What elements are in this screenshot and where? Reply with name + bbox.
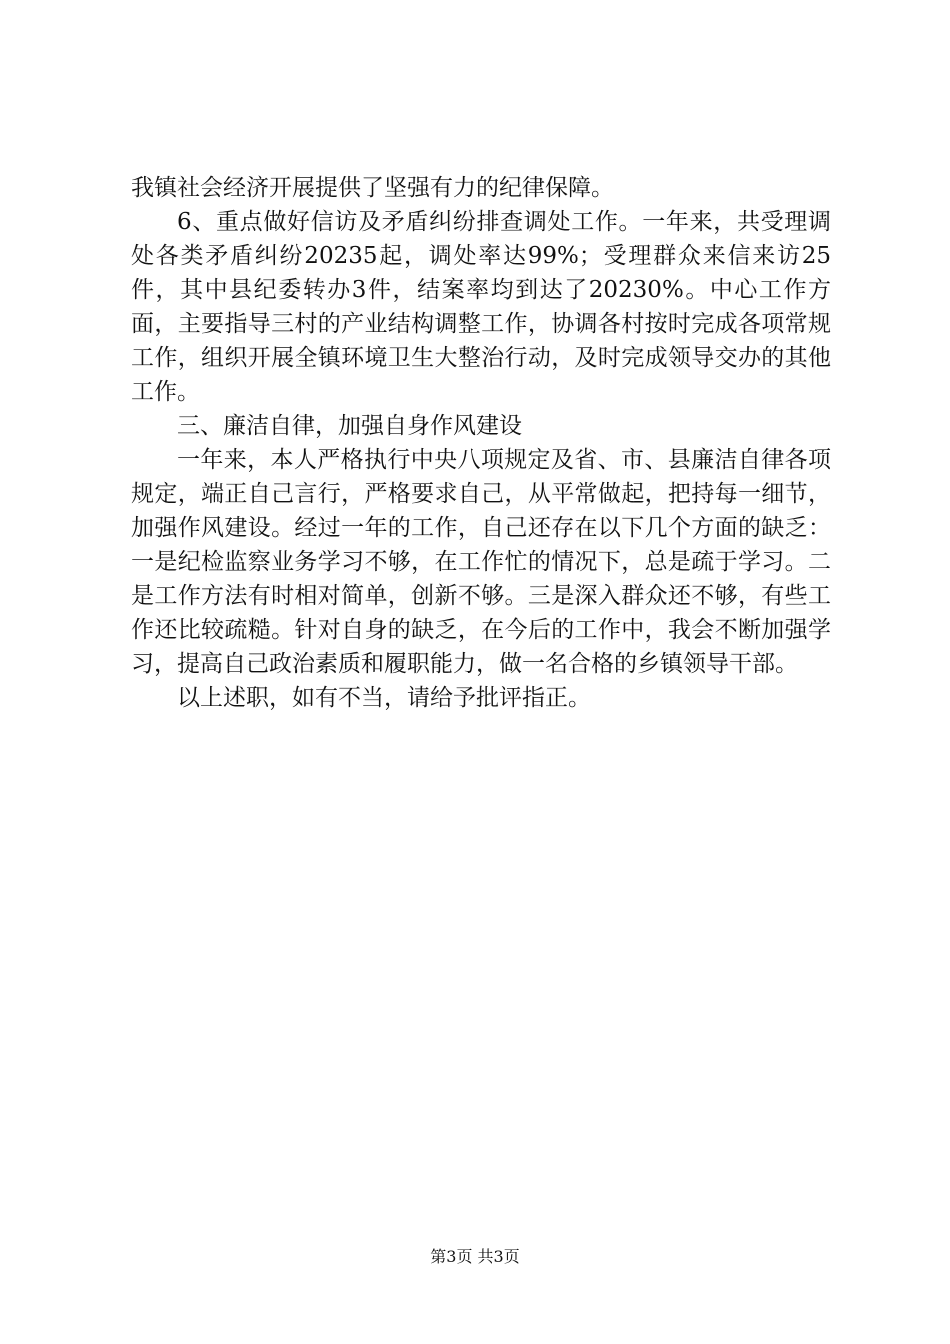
paragraph-intro-continuation: 我镇社会经济开展提供了坚强有力的纪律保障。 [131, 175, 614, 201]
paragraph-closing: 以上述职，如有不当，请给予批评指正。 [177, 685, 591, 711]
paragraph-self-discipline: 一年来，本人严格执行中央八项规定及省、市、县廉洁自律各项规定，端正自己言行，严格要求自己，从平常做起，把持每一细节，加强作风建设。经过一年的工作，自己还存在以下几个方面的缺乏：一是纪检监察业务学习不够，在工作忙的情况下，总是疏于学习。二是工作方法有时相对简单，创新不够。三是深入群众还不够，有些工作还比较疏糙。针对自身的缺乏，在今后的工作中，我会不断加强学习，提高自己政治素质和履职能力，做一名合格的乡镇领导干部。 [131, 447, 831, 677]
paragraph-item-6: 6、重点做好信访及矛盾纠纷排查调处工作。一年来，共受理调处各类矛盾纠纷20235起，调处率达99%；受理群众来信来访25件，其中县纪委转办3件，结案率均到达了20230%。中心工作方面，主要指导三村的产业结构调整工作，协调各村按时完成各项常规工作，组织开展全镇环境卫生大整治行动，及时完成领导交办的其他工作。 [131, 209, 831, 405]
document-body [131, 171, 831, 715]
section-heading-3: 三、廉洁自律，加强自身作风建设 [177, 413, 522, 439]
page-number-label: 第3页 共3页 [430, 1247, 520, 1266]
page-footer [0, 1247, 950, 1267]
